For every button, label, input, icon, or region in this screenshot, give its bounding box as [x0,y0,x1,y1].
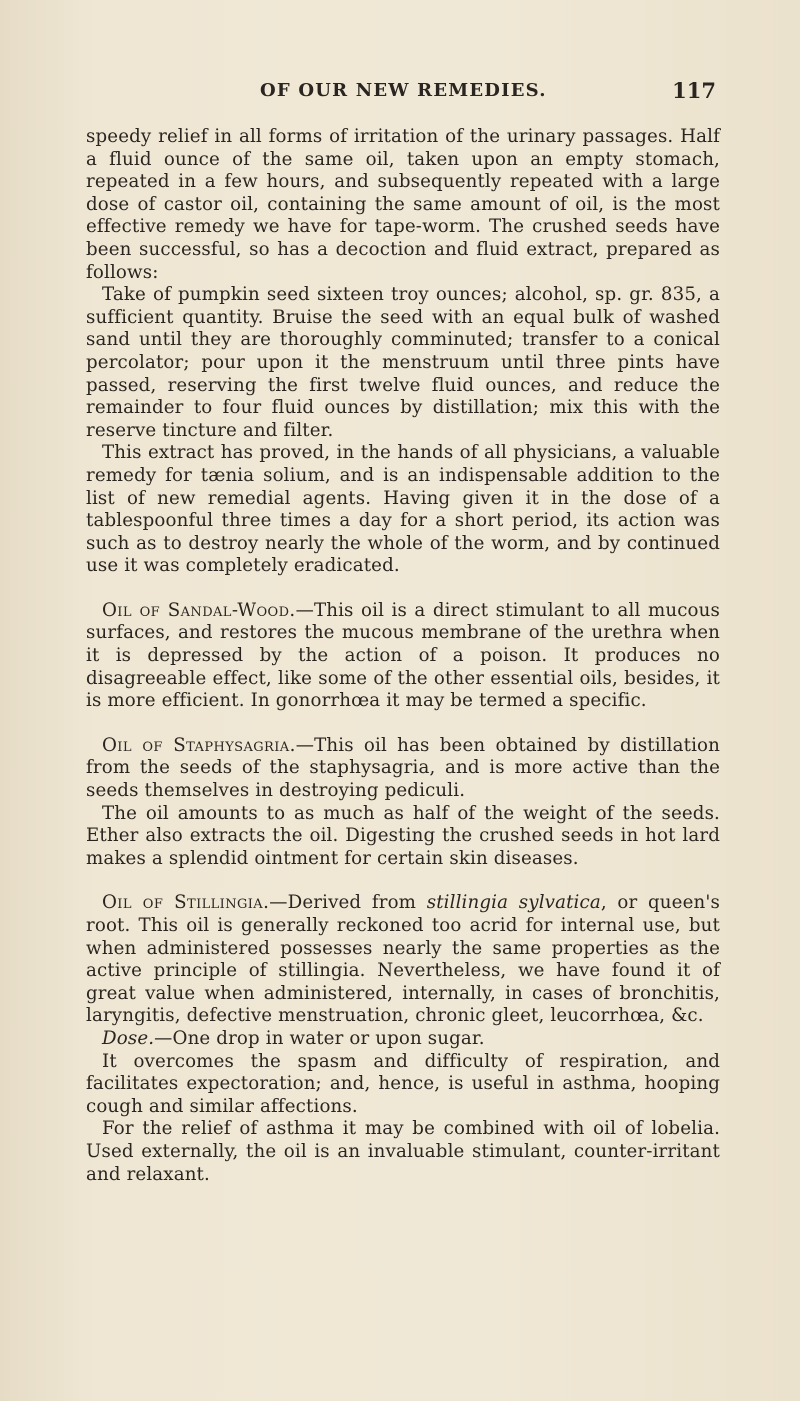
paragraph-expectoration: It overcomes the spasm and difficulty of respiration, and facilitates expectoration; and, hence, is useful in asthma, hooping cough and similar affections. [86,1050,720,1117]
species-name: stillingia sylvatica [426,892,601,914]
body-text [86,126,720,1186]
paragraph-continuation: speedy relief in all forms of irritation of the urinary passages. Half a fluid ounce of the same oil, taken upon an empty stomach, repeated in a few hours, and subsequently repeated with a large dose of castor oil, containing the same amount of oil, is the most effective remedy we have for tape-worm. The crushed seeds have been successful, so has a decoction and fluid extract, prepared as follows: [86,126,720,283]
paragraph-asthma: For the relief of asthma it may be combined with oil of lobelia. Used externally, the oil is an invaluable stimulant, counter-irritant and relaxant. [86,1118,720,1185]
section-stillingia [86,892,720,1028]
section-text: —This oil has been obtained by distillation from the seeds of the staphysagria, and is more active than the seeds themselves in destroying pediculi. [86,734,720,802]
section-text: —This oil is a direct stimulant to all mucous surfaces, and restores the mucous membrane of the urethra when it is depressed by the action of a poison. It produces no disagreeable effect, like some of the other essential oils, besides, it is more efficient. In gonorrhœa it may be termed a specific. [86,599,720,712]
paragraph-dose [86,1028,720,1051]
section-text: —Derived from [269,892,427,914]
paragraph-staphysagria-weight: The oil amounts to as much as half of the weight of the seeds. Ether also extracts the oil. Digesting the crushed seeds in hot lard makes a splendid ointment for certain skin diseases. [86,802,720,869]
page-header [88,80,716,110]
page-number: 117 [672,78,716,103]
section-staphysagria [86,735,720,803]
section-heading: Oil of Staphysagria. [102,734,296,756]
running-head: OF OUR NEW REMEDIES. [260,80,547,101]
dose-text: —One drop in water or upon sugar. [154,1027,485,1049]
section-sandal-wood [86,600,720,713]
paragraph-extract: This extract has proved, in the hands of all physicians, a valuable remedy for tænia solium, and is an indispensable addition to the list of new remedial agents. Having given it in the dose of a tablespoonful three times a day for a short period, its action was such as to destroy nearly the whole of the worm, and by continued use it was completely eradicated. [86,442,720,577]
section-text: , or queen's root. This oil is generally reckoned too acrid for internal use, but when administered possesses nearly the same properties as the active principle of stillingia. Nevertheless, we have found it of great value when administered, internally, in cases of bronchitis, laryngitis, defective menstruation, chronic gleet, leucorrhœa, &c. [86,892,720,1027]
dose-label: Dose. [102,1027,155,1049]
section-heading: Oil of Sandal-Wood. [102,599,296,621]
paragraph-recipe: Take of pumpkin seed sixteen troy ounces; alcohol, sp. gr. 835, a sufficient quantity. Bruise the seed with an equal bulk of washed sand until they are thoroughly comminuted; transfer to a conical percolator; pour upon it the menstruum until three pints have passed, reserving the first twelve fluid ounces, and reduce the remainder to four fluid ounces by distillation; mix this with the reserve tincture and filter. [86,284,720,441]
section-heading: Oil of Stillingia. [102,892,270,914]
